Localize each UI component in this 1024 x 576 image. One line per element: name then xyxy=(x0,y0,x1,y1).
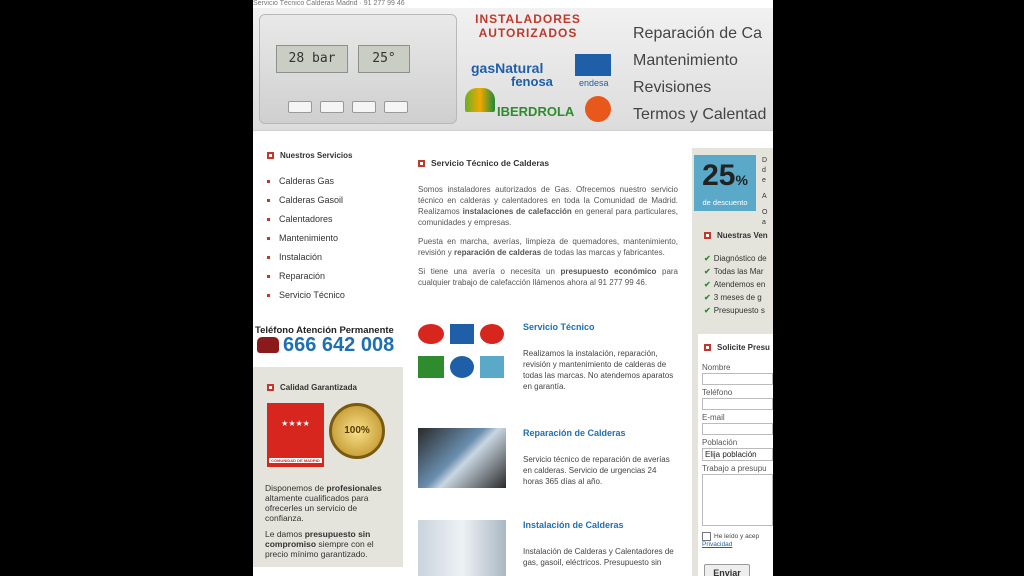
banner-service: Reparación de Ca xyxy=(633,25,762,42)
text-bold: reparación de calderas xyxy=(454,248,542,257)
advantage-item xyxy=(704,278,767,291)
text-segment: Puesta en marcha, averías, limpieza de quemadores, mantenimiento, revisión y xyxy=(418,237,678,257)
text-bold: profesionales xyxy=(326,483,382,493)
promo-side-line: d xyxy=(762,167,766,174)
service-title[interactable]: Reparación de Calderas xyxy=(523,428,626,438)
name-label: Nombre xyxy=(702,363,731,372)
banner-service: Termos y Calentad xyxy=(633,106,767,123)
banner-service: Revisiones xyxy=(633,79,712,96)
fenosa-logo: fenosa xyxy=(511,74,553,89)
checkmark-icon: ✔ xyxy=(704,306,711,315)
advantage-item xyxy=(704,252,767,265)
brand-logo-icon xyxy=(450,324,474,344)
discount-number: 25 xyxy=(702,159,736,192)
phone-icon xyxy=(257,337,279,353)
discount-value xyxy=(694,157,756,199)
service-text: Servicio técnico de reparación de averías en calderas. Servicio de urgencias 24 horas 365 días al año. xyxy=(523,455,670,486)
advantage-item xyxy=(704,291,767,304)
text-segment: siempre con el precio mínimo garantizado. xyxy=(265,539,374,559)
terms-text: He leído y acep xyxy=(714,533,760,540)
quality-heading xyxy=(253,367,403,394)
work-textarea[interactable] xyxy=(702,474,773,526)
left-column xyxy=(253,148,403,305)
boiler-button xyxy=(320,101,344,113)
text-segment: para cualquier trabajo de calefacción llámenos ahora al 91 277 99 46. xyxy=(418,267,679,287)
nav-item-calderas-gasoil[interactable]: Calderas Gasoil xyxy=(267,191,403,210)
advantage-item xyxy=(704,304,767,317)
checkmark-icon: ✔ xyxy=(704,280,711,289)
endesa-logo-mark xyxy=(575,54,611,76)
text-segment: de todas las marcas y fabricantes. xyxy=(541,248,665,257)
text-segment: Le damos xyxy=(265,529,305,539)
comunidad-madrid-flag xyxy=(267,403,324,467)
services-heading-text: Nuestros Servicios xyxy=(280,150,353,160)
population-select[interactable]: Elija población xyxy=(702,448,773,461)
text-segment: Disponemos de xyxy=(265,483,327,493)
text-bold: presupuesto económico xyxy=(560,267,657,276)
repair-tools-image xyxy=(418,428,506,488)
text-bold: instalaciones de calefacción xyxy=(462,207,572,216)
main-heading xyxy=(418,156,678,170)
nav-item-mantenimiento[interactable]: Mantenimiento xyxy=(267,229,403,248)
iberdrola-logo: IBERDROLA xyxy=(497,104,575,119)
quote-form-heading xyxy=(698,334,773,354)
phone-number[interactable]: 666 642 008 xyxy=(283,334,395,356)
intro-paragraph-1 xyxy=(418,184,678,228)
boiler-button xyxy=(352,101,376,113)
advantages-list xyxy=(704,252,767,317)
intro-paragraph-3 xyxy=(418,266,678,288)
installers-line-2: AUTORIZADOS xyxy=(478,26,578,40)
main-column xyxy=(418,156,679,567)
service-text: Realizamos la instalación, reparación, revisión y mantenimiento de calderas de todas las marcas. No atendemos aparatos en garantía. xyxy=(523,349,674,391)
discount-percent: % xyxy=(735,172,748,188)
flag-caption: COMUNIDAD DE MADRID xyxy=(269,458,322,463)
advantage-text: Atendemos en xyxy=(713,280,766,289)
email-label: E-mail xyxy=(702,413,725,422)
brand-logo-icon xyxy=(480,324,504,344)
services-nav xyxy=(253,172,403,305)
checkmark-icon: ✔ xyxy=(704,254,711,263)
advantages-heading-text: Nuestras Ven xyxy=(717,230,768,240)
promo-side-line: D xyxy=(762,157,768,164)
services-heading xyxy=(253,148,403,162)
installers-line-1: INSTALADORES xyxy=(475,12,581,26)
terms-row xyxy=(702,532,773,541)
advantages-heading xyxy=(704,228,768,242)
boiler-button xyxy=(288,101,312,113)
iberdrola-leaf-icon xyxy=(465,88,495,112)
bullet-square-icon xyxy=(418,160,425,167)
email-field[interactable] xyxy=(702,423,773,435)
brand-logo-icon xyxy=(418,356,444,378)
installers-title xyxy=(473,12,583,40)
advantage-text: Diagnóstico de xyxy=(713,254,767,263)
brand-logo-icon xyxy=(480,356,504,378)
nav-item-reparacion[interactable]: Reparación xyxy=(267,267,403,286)
nav-item-calderas-gas[interactable]: Calderas Gas xyxy=(267,172,403,191)
text-segment: en general para particulares, comunidades y empresas. xyxy=(418,207,679,227)
discount-badge[interactable] xyxy=(694,155,756,211)
promo-side-line: A xyxy=(762,193,767,200)
quote-form-heading-text: Solicite Presu xyxy=(717,342,770,352)
service-title[interactable]: Instalación de Calderas xyxy=(523,520,624,530)
main-heading-text: Servicio Técnico de Calderas xyxy=(431,158,550,168)
brand-logos-image xyxy=(418,322,506,382)
promo-side-line: e xyxy=(762,177,766,184)
promo-side-line: O xyxy=(762,209,768,216)
advantage-text: 3 meses de g xyxy=(713,293,762,302)
quote-form xyxy=(698,334,773,576)
bullet-square-icon xyxy=(704,344,711,351)
phone-field-label: Teléfono xyxy=(702,388,733,397)
top-strip: Servicio Técnico Calderas Madrid · 91 277 99 46 xyxy=(253,0,773,8)
advantage-text: Todas las Mar xyxy=(713,267,764,276)
boiler-installation-image xyxy=(418,520,506,576)
quote-form-fields xyxy=(702,362,773,548)
boiler-button xyxy=(384,101,408,113)
brand-logo-icon xyxy=(450,356,474,378)
work-label: Trabajo a presupu xyxy=(702,464,767,473)
quality-heading-text: Calidad Garantizada xyxy=(280,382,357,392)
endesa-logo: endesa xyxy=(579,78,609,88)
advantage-text: Presupuesto s xyxy=(713,306,765,315)
service-title[interactable]: Servicio Técnico xyxy=(523,322,595,332)
right-column xyxy=(692,148,773,576)
text-bold: presupuesto sin compromiso xyxy=(265,529,371,549)
send-button[interactable]: Enviar xyxy=(704,564,750,576)
nav-item-calentadores[interactable]: Calentadores xyxy=(267,210,403,229)
boiler-image xyxy=(259,14,457,124)
boiler-display-left: 28 bar xyxy=(276,45,348,73)
quality-paragraph-1 xyxy=(253,483,403,523)
quality-paragraph-2 xyxy=(253,529,403,559)
banner-service: Mantenimiento xyxy=(633,52,738,69)
checkmark-icon: ✔ xyxy=(704,293,711,302)
nav-item-instalacion[interactable]: Instalación xyxy=(267,248,403,267)
guarantee-medal: 100% xyxy=(329,403,385,459)
quality-box xyxy=(253,367,403,567)
checkmark-icon: ✔ xyxy=(704,267,711,276)
privacy-link[interactable]: Privacidad xyxy=(702,541,733,548)
population-label: Población xyxy=(702,438,738,447)
name-field[interactable] xyxy=(702,373,773,385)
advantage-item xyxy=(704,265,767,278)
phone-label: Teléfono Atención Permanente xyxy=(255,325,394,336)
banner-services-list xyxy=(633,20,773,128)
boiler-display-right: 25° xyxy=(358,45,410,73)
terms-checkbox[interactable] xyxy=(702,532,711,541)
service-text: Instalación de Calderas y Calentadores de gas, gasoil, eléctricos. Presupuesto sin xyxy=(523,547,674,567)
text-segment: Somos instaladores autorizados de Gas. Ofrecemos nuestro servicio técnico en calderas y calentadores en toda la Comunidad de Madrid. Realizamos xyxy=(418,185,678,216)
bullet-square-icon xyxy=(267,152,274,159)
intro-paragraph-2 xyxy=(418,236,678,258)
bullet-square-icon xyxy=(704,232,711,239)
discount-label: de descuento xyxy=(702,198,748,207)
nav-item-servicio-tecnico[interactable]: Servicio Técnico xyxy=(267,286,403,305)
text-segment: Si tiene una avería o necesita un xyxy=(418,267,561,276)
header-banner xyxy=(253,8,773,131)
gas-natural-logo: gasNatural xyxy=(471,60,544,76)
promo-side-text xyxy=(762,156,767,228)
web-page xyxy=(253,0,773,576)
brand-logo-icon xyxy=(418,324,444,344)
promo-side-line: a xyxy=(762,219,766,226)
flag-stars: ★★★★ xyxy=(281,419,310,428)
text-segment: altamente cualificados para ofrecerles un servicio de confianza. xyxy=(265,493,369,523)
bullet-square-icon xyxy=(267,384,274,391)
phone-field[interactable] xyxy=(702,398,773,410)
repsol-logo-icon xyxy=(585,96,611,122)
